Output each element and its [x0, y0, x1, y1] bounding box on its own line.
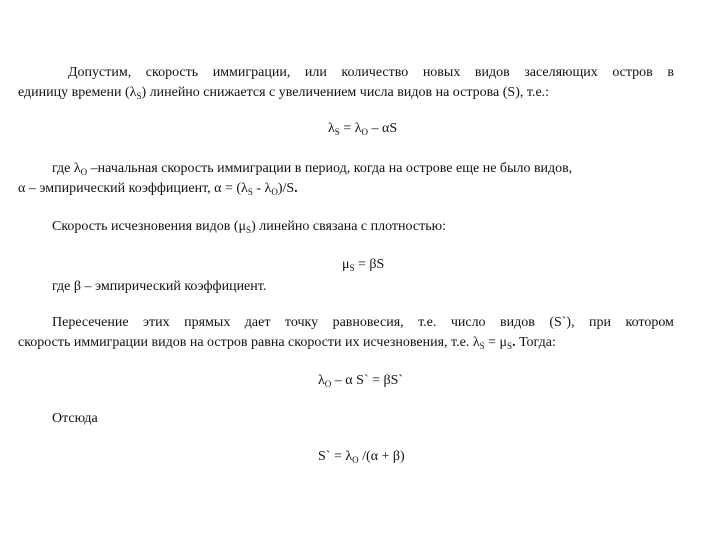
paragraph-6: Отсюда [52, 411, 98, 426]
paragraph-5-line-2: скорость иммиграции видов на остров равна скорости их исчезновения, т.е. $\lambda_S = \mu_S$. Тогда: [18, 335, 556, 351]
formula-equilibrium: $\lambda_O$ – α S` = βS` [318, 373, 404, 389]
paragraph-1-line-2: единицу времени $(\lambda_S)$ линейно снижается с увеличением числа видов на острова (S), т.е.: [18, 85, 550, 101]
paragraph-4: где β – эмпирический коэффициент. [52, 279, 267, 294]
paragraph-2-line-1: где $\lambda_O$ –начальная скорость иммиграции в период, когда на острове еще не было видов, [52, 161, 573, 177]
paragraph-3: Скорость исчезновения видов $(\mu_S)$ линейно связана с плотностью: [52, 219, 446, 235]
paragraph-2-line-2: α – эмпирический коэффициент, $\alpha = (\lambda_S - \lambda_O)/S$. [18, 181, 298, 197]
formula-extinction: $\mu_S = \beta S$ [342, 257, 385, 273]
formula-immigration: $\lambda_S = \lambda_O - \alpha S$ [328, 121, 398, 137]
paragraph-1-line-1: Допустим, скорость иммиграции, или количество новых видов заселяющих остров в [68, 65, 674, 80]
formula-solution: S` = $\lambda_O$ /(α + β) [318, 449, 405, 465]
paragraph-5-line-1: Пересечение этих прямых дает точку равновесия, т.е. число видов (S`), при котором [52, 315, 674, 330]
